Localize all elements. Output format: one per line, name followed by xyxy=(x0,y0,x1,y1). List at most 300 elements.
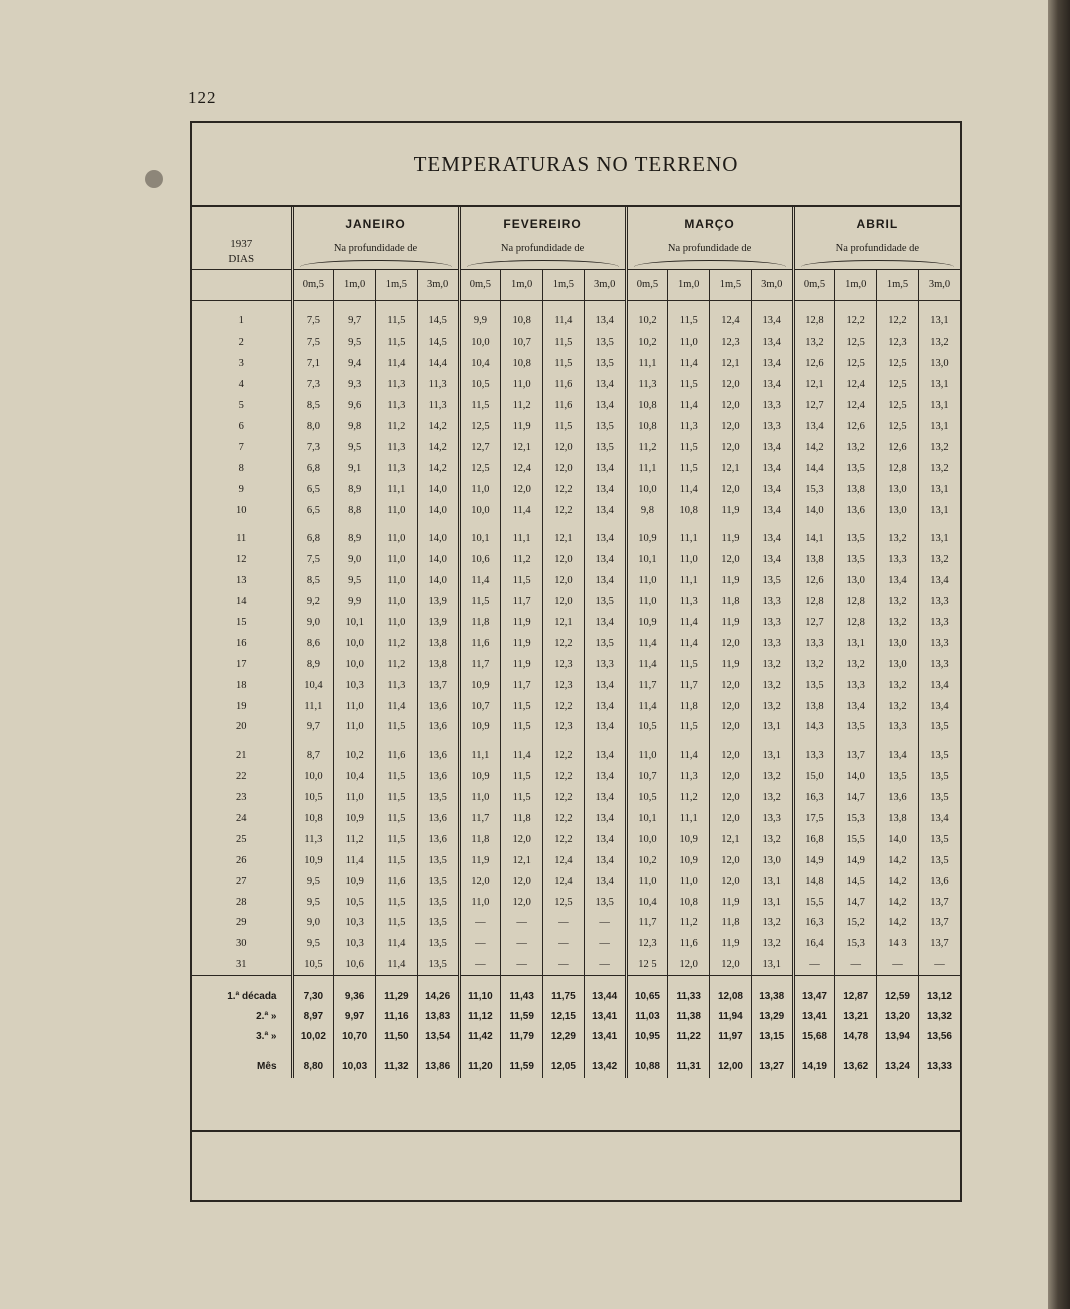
temperature-cell: 13,1 xyxy=(918,500,960,521)
temperature-cell: 11,5 xyxy=(376,808,418,829)
day-number: 6 xyxy=(238,421,244,432)
days-label: DIAS xyxy=(228,253,255,265)
temperature-cell: 11,4 xyxy=(459,570,501,591)
temperature-cell: 11,1 xyxy=(376,479,418,500)
depth-row-blank xyxy=(192,269,292,300)
days-column-header xyxy=(192,207,292,269)
temperature-cell: 13,5 xyxy=(417,933,459,954)
temperature-cell: 14,2 xyxy=(417,416,459,437)
temperature-cell: 9,7 xyxy=(334,300,376,333)
summary-cell: 9,97 xyxy=(334,1006,376,1026)
gap-cell xyxy=(501,521,543,529)
temperature-cell: 12,0 xyxy=(710,395,752,416)
table-row xyxy=(192,654,960,675)
temperature-cell: 12,5 xyxy=(877,395,919,416)
temperature-cell: 15,0 xyxy=(793,766,835,787)
temperature-cell: 12,0 xyxy=(710,696,752,717)
temperature-cell: 12,4 xyxy=(835,395,877,416)
temperature-cell: 7,3 xyxy=(292,437,334,458)
temperature-cell: 12,4 xyxy=(501,458,543,479)
summary-cell: 8,80 xyxy=(292,1046,334,1078)
page-number: 122 xyxy=(188,88,217,107)
temperature-cell: 13,3 xyxy=(918,654,960,675)
temperature-cell: 13,3 xyxy=(793,745,835,766)
temperature-cell: 11,5 xyxy=(459,395,501,416)
temperature-cell: 11,9 xyxy=(710,529,752,550)
bottom-box xyxy=(192,1130,960,1200)
temperature-cell: 12,0 xyxy=(710,808,752,829)
temperature-cell: 13,4 xyxy=(584,500,626,521)
temperature-cell: 12,0 xyxy=(710,766,752,787)
temperature-cell: 11,5 xyxy=(668,717,710,738)
table-row xyxy=(192,954,960,975)
temperature-cell: 11,1 xyxy=(626,353,668,374)
temperature-cell: 13,4 xyxy=(751,300,793,333)
day-number: 7 xyxy=(238,441,244,453)
depth-header: 1m,5 xyxy=(376,269,418,300)
temperature-cell: 10,0 xyxy=(334,633,376,654)
temperature-cell: 13,4 xyxy=(877,745,919,766)
summary-cell: 11,16 xyxy=(376,1006,418,1026)
sep-cell xyxy=(835,976,877,987)
temperature-cell: 12 5 xyxy=(626,954,668,975)
day-number: 17 xyxy=(236,658,247,670)
temperature-cell: 13,3 xyxy=(584,654,626,675)
temperature-cell: 11,0 xyxy=(501,374,543,395)
depth-subtitle: Na profundidade de xyxy=(793,237,960,259)
temperature-cell: 12,0 xyxy=(710,717,752,738)
temperature-cell: 11,3 xyxy=(376,675,418,696)
temperature-cell: 9,5 xyxy=(292,892,334,913)
temperature-cell: 13,0 xyxy=(877,500,919,521)
temperature-cell: 17,5 xyxy=(793,808,835,829)
temperature-cell: 13,1 xyxy=(918,479,960,500)
temperature-cell: 13,4 xyxy=(584,300,626,333)
summary-cell: 13,83 xyxy=(417,1006,459,1026)
temperature-cell: 13,1 xyxy=(918,529,960,550)
temperature-cell: 11,4 xyxy=(626,696,668,717)
temperature-cell: 10,8 xyxy=(626,395,668,416)
temperature-cell: 8,9 xyxy=(334,529,376,550)
day-number: 20 xyxy=(236,721,247,733)
temperature-cell: 11,5 xyxy=(501,570,543,591)
temperature-cell: 13,5 xyxy=(793,675,835,696)
temperature-cell: 12,5 xyxy=(877,374,919,395)
temperature-cell: 11,4 xyxy=(376,933,418,954)
temperature-cell: 9,9 xyxy=(459,300,501,333)
temperature-cell: 13,5 xyxy=(584,353,626,374)
temperature-cell: 13,4 xyxy=(751,500,793,521)
temperature-cell: 13,4 xyxy=(584,612,626,633)
temperature-cell: 10,9 xyxy=(292,850,334,871)
temperature-cell: 13,8 xyxy=(417,654,459,675)
temperature-cell: 16,4 xyxy=(793,933,835,954)
table-row xyxy=(192,549,960,570)
summary-cell: 12,08 xyxy=(710,986,752,1006)
table-row xyxy=(192,612,960,633)
temperature-cell: — xyxy=(584,933,626,954)
temperature-cell: 12,1 xyxy=(793,374,835,395)
temperature-cell: 13,5 xyxy=(417,850,459,871)
temperature-cell: 13,9 xyxy=(417,591,459,612)
summary-cell: 13,44 xyxy=(584,986,626,1006)
depth-header: 3m,0 xyxy=(751,269,793,300)
temperature-cell: 10,8 xyxy=(668,892,710,913)
day-number: 18 xyxy=(236,679,247,691)
depth-header: 1m,5 xyxy=(543,269,585,300)
temperature-cell: 11,0 xyxy=(668,549,710,570)
depth-header: 1m,5 xyxy=(710,269,752,300)
temperature-cell: 12,2 xyxy=(543,696,585,717)
temperature-cell: 11,0 xyxy=(334,696,376,717)
header-subtitle-row xyxy=(192,237,960,259)
temperature-cell: 11,8 xyxy=(501,808,543,829)
temperature-cell: 13,3 xyxy=(751,633,793,654)
temperature-cell: — xyxy=(459,913,501,934)
temperature-cell: 9,0 xyxy=(292,913,334,934)
day-number: 11 xyxy=(236,533,247,545)
summary-cell: 13,33 xyxy=(918,1046,960,1078)
temperature-cell: 10,2 xyxy=(334,745,376,766)
temperature-cell: 12,8 xyxy=(877,458,919,479)
sep-cell xyxy=(292,976,334,987)
temperature-cell: 14,0 xyxy=(417,529,459,550)
temperature-cell: 11,3 xyxy=(417,374,459,395)
temperature-cell: 12,2 xyxy=(543,745,585,766)
temperature-cell: 10,0 xyxy=(459,333,501,354)
temperature-cell: 14,9 xyxy=(835,850,877,871)
table-row xyxy=(192,458,960,479)
temperature-cell: 11,6 xyxy=(543,395,585,416)
temperature-cell: 13,4 xyxy=(751,479,793,500)
temperature-cell: 11,4 xyxy=(376,954,418,975)
temperature-cell: 11,9 xyxy=(710,933,752,954)
temperature-cell: 11,5 xyxy=(668,458,710,479)
temperature-cell: 10,8 xyxy=(501,353,543,374)
gap-cell xyxy=(668,521,710,529)
sep-cell xyxy=(417,976,459,987)
temperature-cell: 11,3 xyxy=(376,395,418,416)
temperature-cell: 12,3 xyxy=(543,654,585,675)
temperature-cell: 14,0 xyxy=(417,549,459,570)
gap-cell xyxy=(459,737,501,745)
temperature-cell: 14,0 xyxy=(417,479,459,500)
temperature-cell: 13,4 xyxy=(584,787,626,808)
gap-cell xyxy=(334,737,376,745)
table-row xyxy=(192,871,960,892)
table-row xyxy=(192,829,960,850)
temperature-cell: 11,9 xyxy=(501,654,543,675)
temperature-cell: 11,9 xyxy=(501,612,543,633)
gap-cell xyxy=(376,737,418,745)
temperature-cell: 12,3 xyxy=(626,933,668,954)
temperature-cell: 8,0 xyxy=(292,416,334,437)
temperature-cell: 11,7 xyxy=(459,808,501,829)
temperature-cell: 12,0 xyxy=(710,787,752,808)
temperature-cell: — xyxy=(543,933,585,954)
temperature-cell: 11,5 xyxy=(501,766,543,787)
temperature-cell: 13,2 xyxy=(918,437,960,458)
temperature-cell: 13,2 xyxy=(751,933,793,954)
summary-cell: 11,38 xyxy=(668,1006,710,1026)
temperature-cell: — xyxy=(501,933,543,954)
gap-cell xyxy=(584,737,626,745)
temperature-cell: 6,8 xyxy=(292,529,334,550)
summary-cell: 15,68 xyxy=(793,1026,835,1046)
temperature-cell: 11,5 xyxy=(543,353,585,374)
temperature-cell: 13,3 xyxy=(877,549,919,570)
gap-cell xyxy=(835,737,877,745)
temperature-cell: 13,1 xyxy=(751,745,793,766)
temperature-cell: 14,9 xyxy=(793,850,835,871)
temperature-cell: 10,5 xyxy=(626,717,668,738)
temperature-cell: 13,6 xyxy=(417,717,459,738)
temperature-cell: 9,8 xyxy=(334,416,376,437)
temperature-cell: 10,3 xyxy=(334,675,376,696)
day-number: 5 xyxy=(238,400,244,412)
gap-cell xyxy=(192,737,292,745)
temperature-cell: 13,7 xyxy=(918,913,960,934)
temperature-cell: 11,4 xyxy=(501,500,543,521)
depth-header: 3m,0 xyxy=(918,269,960,300)
temperature-cell: 11,9 xyxy=(710,892,752,913)
temperature-cell: 13,5 xyxy=(918,850,960,871)
temperature-cell: 13,4 xyxy=(584,374,626,395)
temperature-cell: 10,8 xyxy=(292,808,334,829)
temperature-cell: 13,8 xyxy=(877,808,919,829)
table-row xyxy=(192,437,960,458)
temperature-cell: 9,3 xyxy=(334,374,376,395)
month-name-0: JANEIRO xyxy=(292,207,459,237)
temperature-cell: 13,3 xyxy=(918,591,960,612)
temperature-cell: 12,8 xyxy=(793,300,835,333)
temperature-cell: 11,0 xyxy=(376,612,418,633)
temperature-cell: 13,6 xyxy=(918,871,960,892)
temperature-cell: 13,7 xyxy=(417,675,459,696)
temperature-cell: 13,3 xyxy=(793,633,835,654)
temperature-cell: 7,3 xyxy=(292,374,334,395)
temperature-cell: 12,8 xyxy=(835,591,877,612)
temperature-cell: 13,2 xyxy=(918,458,960,479)
temperature-cell: 12,7 xyxy=(459,437,501,458)
sep-cell xyxy=(334,976,376,987)
temperature-cell: 11,1 xyxy=(501,529,543,550)
gap-cell xyxy=(626,737,668,745)
temperature-cell: 13,8 xyxy=(793,549,835,570)
temperature-cell: 13,6 xyxy=(877,787,919,808)
temperature-cell: 11,2 xyxy=(334,829,376,850)
temperature-cell: 13,5 xyxy=(584,416,626,437)
temperature-cell: 13,4 xyxy=(584,549,626,570)
gap-cell xyxy=(334,521,376,529)
temperature-cell: 9,4 xyxy=(334,353,376,374)
temperature-cell: 13,4 xyxy=(584,808,626,829)
temperature-cell: 12,8 xyxy=(793,591,835,612)
temperature-cell: 14,0 xyxy=(417,570,459,591)
summary-cell: 13,42 xyxy=(584,1046,626,1078)
temperature-cell: 8,8 xyxy=(334,500,376,521)
temperature-cell: 10,5 xyxy=(626,787,668,808)
decade-gap xyxy=(192,521,960,529)
temperature-cell: 11,5 xyxy=(376,300,418,333)
temperature-cell: 13,1 xyxy=(751,954,793,975)
temperature-cell: 12,1 xyxy=(543,529,585,550)
temperature-cell: 13,3 xyxy=(877,717,919,738)
temperature-cell: 13,7 xyxy=(918,892,960,913)
temperature-cell: 13,4 xyxy=(584,766,626,787)
temperature-cell: 13,4 xyxy=(584,871,626,892)
temperature-cell: 11,0 xyxy=(334,787,376,808)
summary-cell: 8,97 xyxy=(292,1006,334,1026)
temperature-cell: 14,1 xyxy=(793,529,835,550)
summary-cell: 11,75 xyxy=(543,986,585,1006)
temperature-cell: 13,0 xyxy=(877,654,919,675)
temperature-cell: 6,5 xyxy=(292,479,334,500)
temperature-cell: 11,7 xyxy=(501,591,543,612)
temperature-cell: 11,3 xyxy=(376,437,418,458)
table-row xyxy=(192,892,960,913)
temperature-cell: 12,3 xyxy=(543,675,585,696)
punch-hole xyxy=(145,170,163,188)
day-number: 15 xyxy=(236,617,247,629)
temperature-cell: 11,0 xyxy=(626,871,668,892)
temperature-cell: 14,3 xyxy=(793,717,835,738)
temperature-cell: 14,2 xyxy=(877,850,919,871)
temperature-cell: 13,9 xyxy=(417,612,459,633)
temperature-cell: 11,0 xyxy=(668,333,710,354)
temperature-cell: 13,8 xyxy=(793,696,835,717)
temperature-cell: 12,0 xyxy=(543,549,585,570)
temperature-cell: 13,2 xyxy=(877,675,919,696)
temperature-cell: 12,2 xyxy=(543,479,585,500)
temperature-cell: 16,8 xyxy=(793,829,835,850)
summary-cell: 11,59 xyxy=(501,1006,543,1026)
temperature-cell: 11,9 xyxy=(459,850,501,871)
temperature-cell: 9,9 xyxy=(334,591,376,612)
temperature-cell: 11,7 xyxy=(626,675,668,696)
temperature-cell: 12,2 xyxy=(543,633,585,654)
depth-subtitle: Na profundidade de xyxy=(626,237,793,259)
temperature-cell: 13,5 xyxy=(918,717,960,738)
temperature-cell: 12,5 xyxy=(877,416,919,437)
summary-cell: 11,32 xyxy=(376,1046,418,1078)
temperature-cell: 13,3 xyxy=(751,612,793,633)
temperature-cell: 13,4 xyxy=(918,675,960,696)
summary-cell: 11,50 xyxy=(376,1026,418,1046)
table-row xyxy=(192,808,960,829)
temperature-cell: 14,8 xyxy=(793,871,835,892)
temperature-cell: 12,0 xyxy=(501,892,543,913)
temperature-cell: 10,1 xyxy=(626,549,668,570)
temperature-cell: 13,5 xyxy=(417,913,459,934)
summary-cell: 13,54 xyxy=(417,1026,459,1046)
temperature-cell: 10,9 xyxy=(626,529,668,550)
temperature-cell: 13,4 xyxy=(584,570,626,591)
temperature-cell: 13,4 xyxy=(584,395,626,416)
temperature-cell: 13,2 xyxy=(918,333,960,354)
temperature-cell: 13,5 xyxy=(918,766,960,787)
temperature-cell: 13,1 xyxy=(918,416,960,437)
sep-cell xyxy=(459,976,501,987)
temperature-cell: 11,4 xyxy=(668,612,710,633)
temperature-cell: 11,2 xyxy=(668,913,710,934)
temperature-cell: 14,2 xyxy=(877,871,919,892)
temperature-cell: 10,4 xyxy=(459,353,501,374)
temperature-cell: 12,2 xyxy=(543,808,585,829)
temperature-cell: 11,9 xyxy=(710,570,752,591)
temperature-cell: 11,7 xyxy=(459,654,501,675)
sep-cell xyxy=(626,976,668,987)
header-months-row xyxy=(192,207,960,237)
temperature-cell: 10,7 xyxy=(501,333,543,354)
summary-cell: 12,05 xyxy=(543,1046,585,1078)
temperature-cell: 13,3 xyxy=(918,633,960,654)
summary-cell: 14,26 xyxy=(417,986,459,1006)
temperature-cell: 14,0 xyxy=(793,500,835,521)
temperature-cell: 13,2 xyxy=(877,591,919,612)
page-title xyxy=(192,123,960,207)
temperature-cell: 10,0 xyxy=(459,500,501,521)
gap-cell xyxy=(835,521,877,529)
temperature-cell: 11,3 xyxy=(292,829,334,850)
summary-cell: 11,10 xyxy=(459,986,501,1006)
sep-cell xyxy=(584,976,626,987)
summary-cell: 11,20 xyxy=(459,1046,501,1078)
temperature-cell: 14,2 xyxy=(793,437,835,458)
brace-line xyxy=(634,260,786,267)
summary-label: 2.ª » xyxy=(256,1010,277,1022)
summary-cell: 13,86 xyxy=(417,1046,459,1078)
temperature-cell: 12,1 xyxy=(501,850,543,871)
temperature-cell: 11,3 xyxy=(668,416,710,437)
temperature-cell: 12,2 xyxy=(543,829,585,850)
temperature-cell: 11,5 xyxy=(668,437,710,458)
summary-cell: 13,38 xyxy=(751,986,793,1006)
depth-header: 3m,0 xyxy=(417,269,459,300)
summary-cell: 12,29 xyxy=(543,1026,585,1046)
day-number: 9 xyxy=(238,483,244,495)
temperature-cell: 7,1 xyxy=(292,353,334,374)
temperature-cell: 8,5 xyxy=(292,395,334,416)
temperature-cell: 11,4 xyxy=(376,353,418,374)
temperature-cell: 11,1 xyxy=(668,529,710,550)
summary-cell: 13,32 xyxy=(918,1006,960,1026)
temperature-cell: 10,5 xyxy=(334,892,376,913)
temperature-cell: 9,0 xyxy=(292,612,334,633)
temperature-cell: 13,4 xyxy=(877,570,919,591)
temperature-cell: 11,0 xyxy=(376,591,418,612)
summary-cell: 9,36 xyxy=(334,986,376,1006)
temperature-cell: 10,2 xyxy=(626,333,668,354)
gap-cell xyxy=(668,737,710,745)
table-row xyxy=(192,529,960,550)
summary-cell: 13,41 xyxy=(584,1026,626,1046)
temperature-cell: 12,0 xyxy=(710,871,752,892)
summary-row-d3 xyxy=(192,1026,960,1046)
day-number: 1 xyxy=(238,315,244,326)
temperature-cell: 11,0 xyxy=(668,871,710,892)
temperature-cell: 10,9 xyxy=(459,675,501,696)
temperature-cell: 9,0 xyxy=(334,549,376,570)
summary-label: 1.ª década xyxy=(227,990,277,1002)
temperature-cell: 13,8 xyxy=(417,633,459,654)
temperature-cell: 12,0 xyxy=(710,633,752,654)
temperature-cell: 14,2 xyxy=(417,437,459,458)
gap-cell xyxy=(459,521,501,529)
temperature-cell: 11,0 xyxy=(376,500,418,521)
temperature-cell: 11,0 xyxy=(376,570,418,591)
temperature-cell: 10,8 xyxy=(626,416,668,437)
